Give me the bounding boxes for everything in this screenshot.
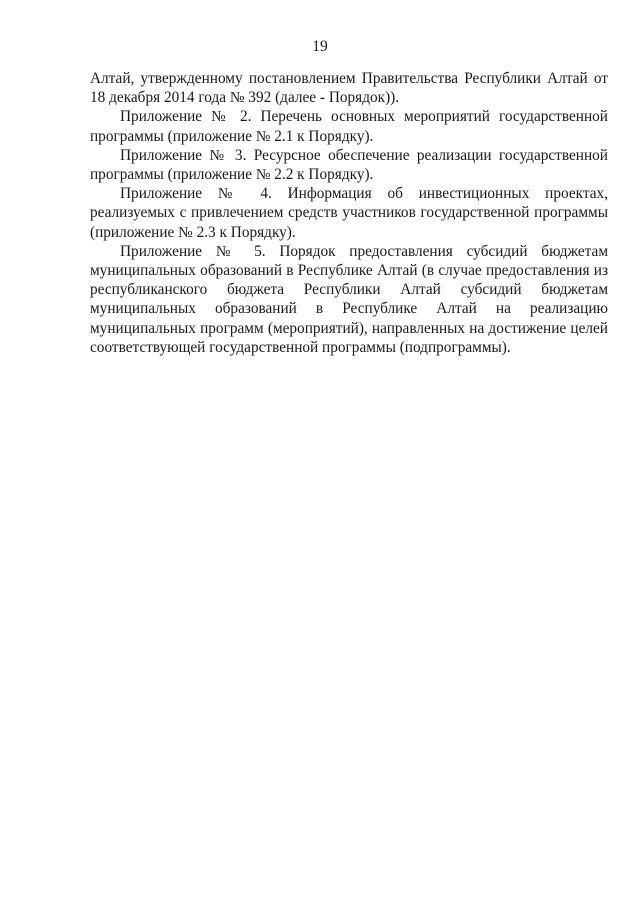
document-body bbox=[90, 69, 608, 357]
page-number: 19 bbox=[312, 38, 328, 55]
paragraph-continuation: Алтай, утвержденному постановлением Правительства Республики Алтай от 18 декабря 2014 года № 392 (далее - Порядок)). bbox=[90, 70, 608, 107]
paragraph-appendix-3: Приложение № 3. Ресурсное обеспечение реализации государственной программы (приложение № 2.2 к Порядку). bbox=[90, 146, 608, 184]
paragraph-appendix-5: Приложение № 5. Порядок предоставления субсидий бюджетам муниципальных образований в Республике Алтай (в случае предоставления из республиканского бюджета Республики Алтай субсидий бюджетам муниципальных образований в Республике Алтай на реализацию муниципальных программ (мероприятий), направленных на достижение целей соответствующей государственной программы (подпрограммы). bbox=[90, 242, 608, 356]
paragraph-appendix-4: Приложение № 4. Информация об инвестиционных проектах, реализуемых с привлечением средств участников государственной программы (приложение № 2.3 к Порядку). bbox=[90, 185, 608, 241]
paragraph-appendix-2: Приложение № 2. Перечень основных мероприятий государственной программы (приложение № 2.1 к Порядку). bbox=[90, 108, 608, 145]
